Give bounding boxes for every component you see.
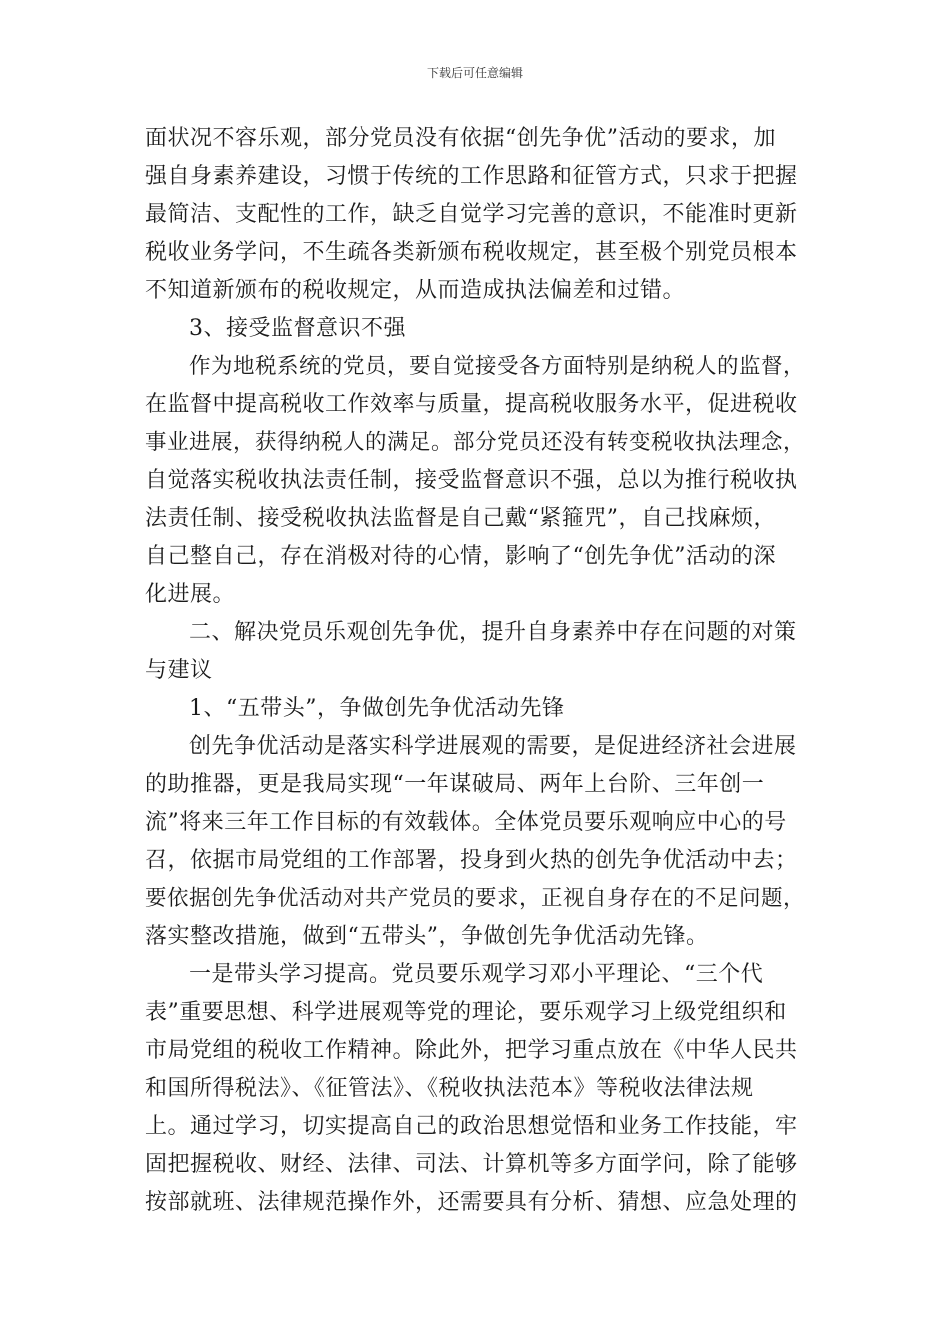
text-line: 创先争优活动是落实科学进展观的需要，是促进经济社会进展 (189, 734, 797, 759)
text-line: 3、接受监督意识不强 (189, 316, 406, 341)
text-line: 和国所得税法》、《征管法》、《税收执法范本》等税收法律法规 (145, 1076, 754, 1101)
text-line: 在监督中提高税收工作效率与质量，提高税收服务水平，促进税收 (145, 392, 798, 417)
text-line: 面状况不容乐观，部分党员没有依据“创先争优”活动的要求，加 (145, 126, 776, 151)
text-line: 召，依据市局党组的工作部署，投身到火热的创先争优活动中去； (145, 848, 798, 873)
text-line: 税收业务学问，不生疏各类新颁布税收规定，甚至极个别党员根本 (145, 240, 798, 265)
text-line: 自己整自己，存在消极对待的心情，影响了“创先争优”活动的深 (145, 544, 776, 569)
text-line: 强自身素养建设，习惯于传统的工作思路和征管方式，只求于把握 (145, 164, 798, 189)
text-line: 一是带头学习提高。党员要乐观学习邓小平理论、“三个代 (189, 962, 764, 987)
text-line: 的助推器，更是我局实现“一年谋破局、两年上台阶、三年创一 (145, 772, 765, 797)
text-line: 流”将来三年工作目标的有效载体。全体党员要乐观响应中心的号 (145, 810, 787, 835)
text-line: 法责任制、接受税收执法监督是自己戴“紧箍咒”，自己找麻烦， (145, 506, 776, 531)
text-line: 落实整改措施，做到“五带头”，争做创先争优活动先锋。 (145, 924, 709, 949)
text-line: 不知道新颁布的税收规定，从而造成执法偏差和过错。 (145, 278, 686, 303)
text-line: 作为地税系统的党员，要自觉接受各方面特别是纳税人的监督， (189, 354, 806, 379)
text-line: 表”重要思想、科学进展观等党的理论，要乐观学习上级党组织和 (145, 1000, 787, 1025)
text-line: 固把握税收、财经、法律、司法、计算机等多方面学问，除了能够 (145, 1152, 798, 1177)
text-line: 市局党组的税收工作精神。除此外，把学习重点放在《中华人民共 (145, 1038, 798, 1063)
text-line: 按部就班、法律规范操作外，还需要具有分析、猜想、应急处理的 (145, 1190, 798, 1215)
document-body (145, 120, 810, 1222)
text-line: 化进展。 (145, 582, 236, 607)
text-line: 自觉落实税收执法责任制，接受监督意识不强，总以为推行税收执 (145, 468, 798, 493)
text-line: 与建议 (145, 658, 213, 683)
text-line: 上。通过学习，切实提高自己的政治思想觉悟和业务工作技能，牢 (145, 1114, 798, 1139)
text-line: 二、解决党员乐观创先争优，提升自身素养中存在问题的对策 (189, 620, 797, 645)
text-line: 要依据创先争优活动对共产党员的要求，正视自身存在的不足问题， (145, 886, 806, 911)
text-line: 最简洁、支配性的工作，缺乏自觉学习完善的意识，不能准时更新 (145, 202, 798, 227)
page-header-note: 下载后可任意编辑 (426, 66, 523, 80)
text-line: 1、“五带头”，争做创先争优活动先锋 (189, 696, 565, 721)
text-line: 事业进展，获得纳税人的满足。部分党员还没有转变税收执法理念， (145, 430, 806, 455)
